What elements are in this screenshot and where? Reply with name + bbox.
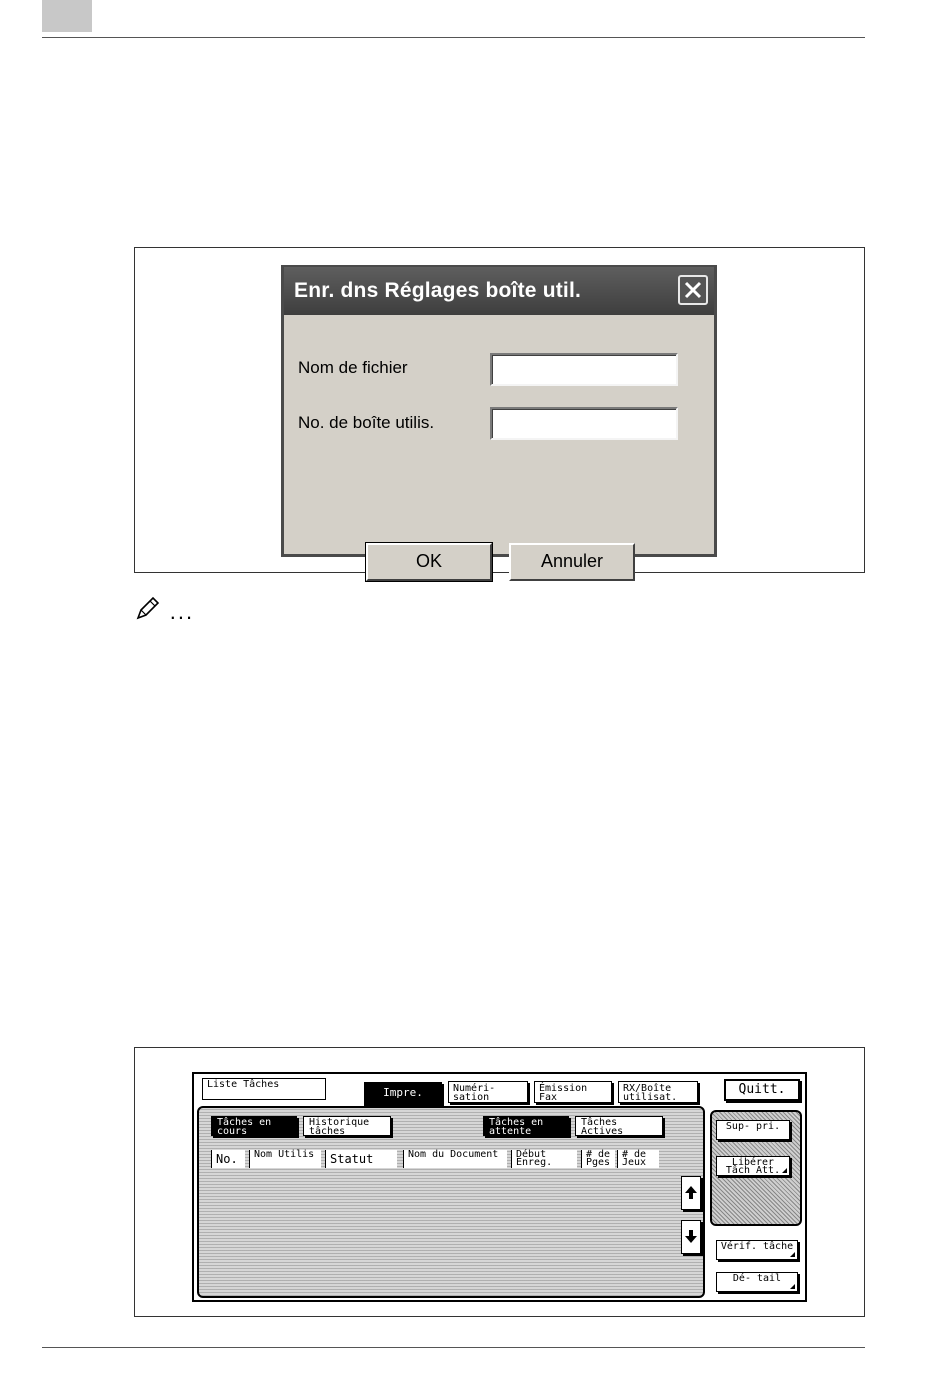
job-list-title: Liste Tâches: [202, 1078, 326, 1100]
ok-button[interactable]: OK: [366, 543, 492, 581]
check-job-button[interactable]: [716, 1240, 798, 1260]
user-box-number-label: No. de boîte utilis.: [298, 413, 435, 432]
chapter-tab-block: [42, 0, 92, 32]
scroll-down-button[interactable]: [681, 1220, 701, 1254]
delete-button[interactable]: Sup- pri.: [716, 1120, 790, 1140]
note-ellipsis: ...: [169, 599, 195, 624]
dialog-title: Enr. dns Réglages boîte util.: [294, 279, 582, 302]
note-marker: [134, 590, 194, 622]
dialog-titlebar: [284, 267, 714, 315]
save-settings-dialog: [281, 265, 717, 571]
tab-job-history[interactable]: Historique tâches: [303, 1116, 391, 1136]
scroll-up-button[interactable]: [681, 1176, 701, 1210]
footer-rule: [42, 1347, 865, 1348]
tab-active-jobs[interactable]: Tâches Actives: [575, 1116, 663, 1136]
dialog-body: [284, 315, 714, 571]
release-held-job-button[interactable]: [716, 1156, 790, 1176]
tab-numerisation[interactable]: Numéri- sation: [448, 1081, 528, 1103]
detail-button[interactable]: [716, 1272, 798, 1292]
pencil-icon: [134, 590, 170, 621]
column-header-sets: # de Jeux: [617, 1150, 659, 1168]
cancel-button[interactable]: Annuler: [509, 543, 635, 581]
column-header-status: Statut: [325, 1150, 397, 1168]
column-header-user-name: Nom Utilis: [249, 1150, 321, 1168]
tab-emission-fax[interactable]: Émission Fax: [534, 1081, 612, 1103]
job-list-panel: [192, 1072, 807, 1302]
job-list-area: [197, 1106, 705, 1298]
quit-button[interactable]: Quitt.: [724, 1079, 800, 1101]
arrow-up-icon: [683, 1177, 699, 1207]
corner-marker-icon: [782, 1168, 787, 1173]
corner-marker-icon: [790, 1252, 795, 1257]
tab-impre[interactable]: Impre.: [364, 1082, 442, 1106]
file-name-input[interactable]: [490, 353, 678, 386]
column-header-start: Début Enreg.: [511, 1150, 577, 1168]
user-box-number-input[interactable]: [490, 407, 678, 440]
tab-pending-jobs[interactable]: Tâches en attente: [483, 1116, 569, 1136]
figure-frame-dialog: [134, 247, 865, 573]
detail-label: Dé- tail: [732, 1273, 782, 1284]
column-header-no: No.: [211, 1150, 245, 1168]
close-icon[interactable]: [678, 275, 708, 305]
figure-frame-job-list: [134, 1047, 865, 1317]
arrow-down-icon: [683, 1221, 699, 1251]
tab-current-jobs[interactable]: Tâches en cours: [211, 1116, 297, 1136]
check-job-label: Vérif. tâche: [720, 1241, 794, 1252]
corner-marker-icon: [790, 1284, 795, 1289]
file-name-label: Nom de fichier: [298, 358, 408, 377]
header-rule: [42, 37, 865, 38]
column-header-document-name: Nom du Document: [403, 1150, 507, 1168]
tab-rx-boite[interactable]: RX/Boîte utilisat.: [618, 1081, 698, 1103]
column-header-pages: # de Pges: [581, 1150, 615, 1168]
release-held-job-label: Libérer Tâch Att.: [725, 1157, 781, 1176]
